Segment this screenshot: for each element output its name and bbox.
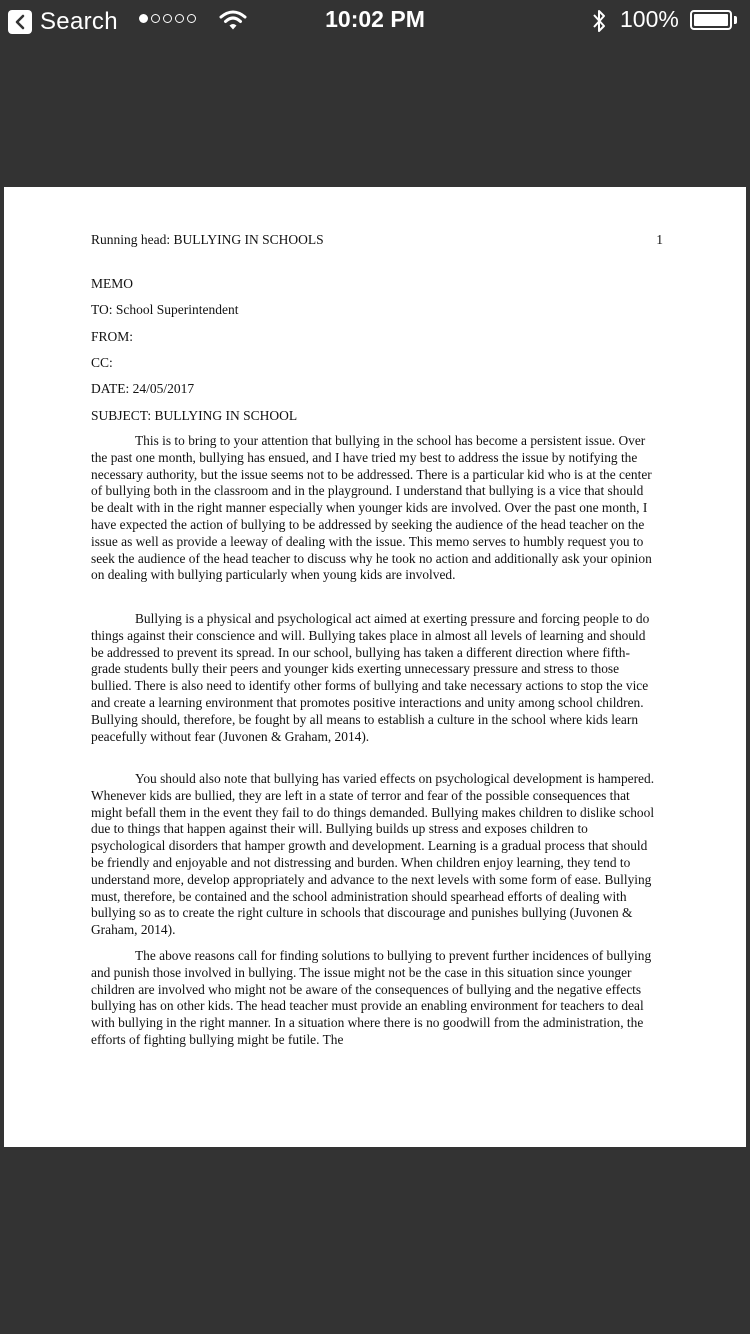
- bluetooth-icon: [590, 7, 608, 40]
- body-paragraph: The above reasons call for finding solutions to bullying to prevent further incidences of bullying and punish those involved in bullying. The issue might not be the case in this situation since younger children are involved who might not be aware of the consequences of bullying and the negative effects bullying has on other kids. The head teacher must provide an enabling environment for teachers to deal with bullying in the right manner. In a situation where there is no goodwill from the administration, the efforts of fighting bullying might be futile. The: [91, 948, 652, 1047]
- memo-date: DATE: 24/05/2017: [91, 381, 195, 396]
- body-paragraph: This is to bring to your attention that bullying in the school has become a persistent issue. Over the past one month, bullying has ensued, and I have tried my best to address the issue by notifying the necessary authority, but the issue seems not to be addressed. There is a particular kid who is at the center of bullying both in the classroom and in the playground. I understand that bullying is a vice that should be dealt with in the right manner especially when younger kids are involved. Over the past one month, I have expected the action of bullying to be addressed by seeking the audience of the head teacher on the issue as well as provide a leeway of dealing with the issue. This memo serves to humbly request you to seek the audience of the head teacher to discuss why he took no action and additionally ask your opinion on dealing with bullying particularly when young kids are involved.: [91, 433, 652, 583]
- battery-percent: 100%: [620, 6, 679, 32]
- battery-icon: [690, 10, 732, 30]
- back-label: Search: [40, 8, 118, 35]
- status-bar: [0, 0, 750, 40]
- memo-title: MEMO: [91, 276, 134, 291]
- memo-to: TO: School Superintendent: [91, 302, 239, 317]
- document-page[interactable]: [4, 187, 746, 1147]
- body-paragraph: You should also note that bullying has varied effects on psychological development is hampered. Whenever kids are bullied, they are left in a state of terror and fear of the possible consequences that might befall them in the event they fail to do things demanded. Bullying makes children to dislike school due to things that happen against their will. Bullying builds up stress and exposes children to psychological disorders that hamper growth and development. Learning is a gradual process that should be friendly and enjoyable and not distressing and burden. When children enjoy learning, they tend to understand more, develop appropriately and advance to the next levels with some form of ease. Bullying must, therefore, be contained and the school administration should spearhead efforts of dealing with bullying so as to create the right culture in schools that discourage and punishes bullying (Juvonen & Graham, 2014).: [91, 771, 655, 938]
- memo-subject: SUBJECT: BULLYING IN SCHOOL: [91, 408, 298, 423]
- running-head-title: Running head: BULLYING IN SCHOOLS: [91, 232, 324, 247]
- battery-level: [694, 14, 728, 26]
- page-number: 1: [656, 232, 663, 247]
- body-paragraph: Bullying is a physical and psychological act aimed at exerting pressure and forcing people to do things against their conscience and will. Bullying takes place in almost all levels of learning and should be addressed to prevent its spread. In our school, bullying has taken a different direction where fifth-grade students bully their peers and younger kids exerting unnecessary pressure and stress to those bullied. There is also need to identify other forms of bullying and take necessary actions to stop the vice and create a learning environment that promotes positive interactions and unity among school children. Bullying should, therefore, be fought by all means to establish a culture in the school where kids learn peacefully without fear (Juvonen & Graham, 2014).: [91, 611, 650, 744]
- memo-from: FROM:: [91, 329, 134, 344]
- clock: 10:02 PM: [325, 6, 425, 32]
- running-head: [91, 232, 663, 248]
- battery-nub: [734, 16, 737, 24]
- memo-cc: CC:: [91, 355, 113, 370]
